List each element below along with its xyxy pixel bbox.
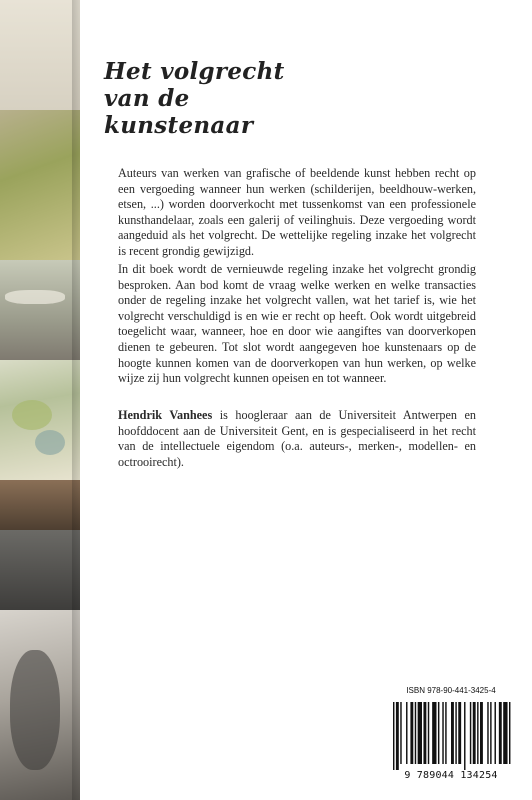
blurb-paragraph-2: In dit boek wordt de vernieuwde regeling inzake het volgrecht grondig besproken. Aan bod komt de vraag welke werken en welke transacties onder de regeling inzake het volgrecht vallen, wat het tarief is, wie het volgrecht verschuldigd is en wie er recht op heeft. Ook wordt uitgebreid toegelicht waar, wanneer, hoe en door wie aangiftes van doorverkopen dienen te gebeuren. Tot slot wordt aangegeven hoe kunstenaars op de hoogte kunnen komen van de doorverkopen van hun werken, op welke wijze zij hun volgrecht kunnen opeisen en tot wanneer. xyxy=(118,262,476,386)
barcode-bar xyxy=(464,702,465,770)
barcode-bar xyxy=(400,702,401,764)
barcode-bar xyxy=(432,702,436,764)
painting-blot xyxy=(12,400,52,430)
barcode-bar xyxy=(470,702,471,764)
back-cover-page xyxy=(80,0,532,800)
barcode-bar xyxy=(445,702,446,764)
author-name: Hendrik Vanhees xyxy=(118,408,213,422)
barcode-bar xyxy=(455,702,456,764)
barcode-bar xyxy=(442,702,443,764)
barcode-bar xyxy=(495,702,496,764)
barcode-bar xyxy=(396,702,399,770)
book-title xyxy=(104,58,354,139)
barcode-bar xyxy=(423,702,426,764)
barcode-bar xyxy=(418,702,422,764)
photo-panel-wall xyxy=(0,0,80,110)
barcode-bar xyxy=(393,702,394,770)
table-top xyxy=(5,290,65,304)
cover-photo-strip xyxy=(0,0,80,800)
isbn-label: ISBN 978-90-441-3425-4 xyxy=(406,686,496,695)
barcode-bar xyxy=(415,702,416,764)
sculpture-shape xyxy=(10,650,60,770)
painting-blot xyxy=(35,430,65,455)
barcode-bar xyxy=(473,702,476,764)
title-line-3: kunstenaar xyxy=(104,112,254,139)
blurb-paragraph-1: Auteurs van werken van grafische of beeldende kunst hebben recht op een vergoeding wanneer hun werken (schilderijen, beeldhouw-werken, etsen, ...) worden doorverkocht met tussenkomst van een professionele kunsthandelaar, zoals een galerij of veilinghuis. Deze vergoeding wordt aangeduid als het volgrecht. De wettelijke regeling inzake het volgrecht is recent grondig gewijzigd. xyxy=(118,166,476,258)
barcode-bar xyxy=(458,702,461,764)
barcode-bar xyxy=(428,702,429,764)
photo-panel-table xyxy=(0,260,80,360)
photo-panel-window xyxy=(0,110,80,260)
barcode-block xyxy=(385,686,517,792)
barcode-bar xyxy=(406,702,407,764)
photo-panel-shelf xyxy=(0,480,80,530)
barcode-bar xyxy=(509,702,510,764)
barcode-bar xyxy=(480,702,483,764)
barcode-bar xyxy=(410,702,413,764)
title-line-1: Het volgrecht xyxy=(104,58,285,85)
barcode-bar xyxy=(490,702,491,764)
barcode-bar xyxy=(438,702,439,764)
barcode-bar xyxy=(451,702,454,764)
barcode-bar xyxy=(503,702,507,764)
photo-panel-dark xyxy=(0,530,80,610)
author-bio-text: is hoogleraar aan de Universiteit Antwerpen en hoofddocent aan de Universiteit Gent, en is gespecialiseerd in het recht van de intellectuele eigendom (o.a. auteurs-, merken-, modellen- en octrooirecht). xyxy=(118,408,476,469)
barcode-digits: 9 789044 134254 xyxy=(404,770,498,781)
barcode-bar xyxy=(499,702,502,764)
barcode-bar xyxy=(477,702,478,764)
author-bio xyxy=(118,408,476,470)
barcode-icon xyxy=(385,698,517,772)
barcode-bar xyxy=(487,702,488,764)
title-line-2: van de xyxy=(104,85,190,112)
